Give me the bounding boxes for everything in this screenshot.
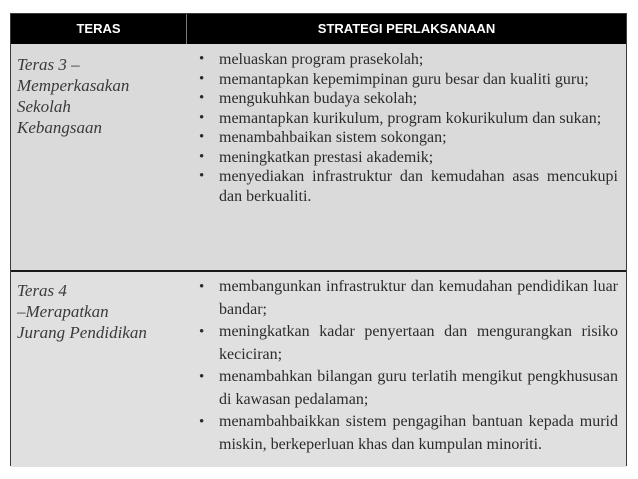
bullet-icon: • [199, 168, 205, 184]
strategy-list [197, 276, 618, 456]
bullet-icon: • [199, 414, 205, 430]
list-item: • menambahbaikkan sistem pengagihan bantuan kepada murid miskin, berkeperluan khas dan kumpulan minoriti. [199, 413, 618, 453]
header-strategi: STRATEGI PERLAKSANAAN [317, 21, 496, 36]
list-item: • memantapkan kepemimpinan guru besar dan kualiti guru; [199, 70, 589, 88]
list-item: • memantapkan kurikulum, program kokurikulum dan sukan; [199, 109, 602, 127]
list-item: • mengukuhkan budaya sekolah; [199, 90, 418, 107]
bullet-icon: • [199, 51, 205, 67]
list-item: • meningkatkan kadar penyertaan dan mengurangkan risiko keciciran; [199, 323, 618, 363]
bullet-icon: • [199, 90, 205, 106]
teras-label: Teras 3 – Memperkasakan Sekolah Kebangsaan [17, 55, 130, 137]
list-item: • meningkatkan prestasi akademik; [199, 148, 434, 166]
bullet-icon: • [199, 369, 205, 385]
list-item: • menambahbaikan sistem sokongan; [199, 129, 447, 146]
bullet-icon: • [199, 279, 205, 295]
strategy-table [10, 13, 627, 466]
bullet-icon: • [199, 148, 205, 165]
bullet-icon: • [199, 129, 205, 145]
list-item: • meluaskan program prasekolah; [199, 51, 424, 68]
strategy-list [197, 50, 618, 206]
list-item: • membangunkan infrastruktur dan kemudahan pendidikan luar bandar; [199, 278, 618, 318]
bullet-icon: • [199, 324, 205, 340]
bullet-icon: • [199, 70, 205, 87]
table-row-teras-3 [11, 44, 626, 270]
table-row-teras-4 [11, 270, 626, 467]
list-item: • menyediakan infrastruktur dan kemudahan asas mencukupi dan berkualiti. [199, 168, 618, 205]
list-item: • menambahkan bilangan guru terlatih mengikut pengkhususan di kawasan pedalaman; [199, 368, 618, 408]
bullet-icon: • [199, 109, 205, 126]
teras-label: Teras 4 –Merapatkan Jurang Pendidikan [17, 281, 147, 342]
table-header [11, 14, 626, 44]
header-teras: TERAS [76, 21, 121, 36]
